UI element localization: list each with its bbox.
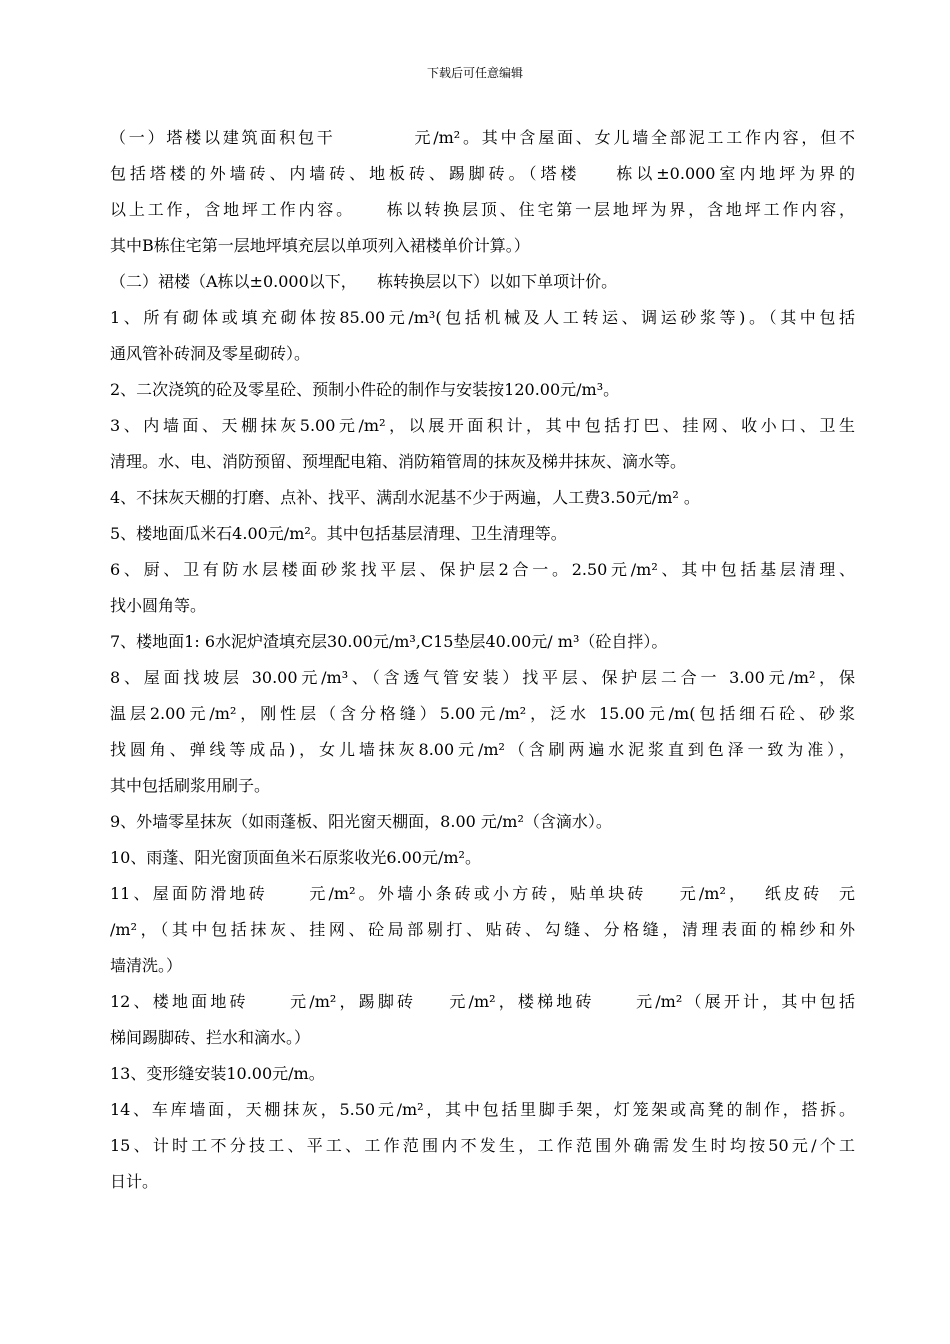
text-line: 梯间踢脚砖、拦水和滴水。） [110, 1028, 311, 1047]
document-body [110, 120, 855, 1200]
text-line: 其中包括刷浆用刷子。 [110, 776, 271, 795]
text-line: 墙清洗。） [110, 956, 183, 975]
text-line: （二）裙楼（A栋以±0.000以下， 栋转换层以下）以如下单项计价。 [110, 272, 618, 291]
text-line: 2、二次浇筑的砼及零星砼、预制小件砼的制作与安装按120.00元/m³。 [110, 380, 620, 399]
text-line: 日计。 [110, 1172, 159, 1191]
text-line: 3、内墙面、天棚抹灰5.00元/m²，以展开面积计，其中包括打巴、挂网、收小口、卫生 [110, 416, 855, 435]
text-line: 通风管补砖洞及零星砌砖）。 [110, 344, 311, 363]
text-line: 以上工作，含地坪工作内容。 栋以转换层顶、住宅第一层地坪为界，含地坪工作内容， [110, 200, 855, 219]
text-line: 12、楼地面地砖 元/m²，踢脚砖 元/m²，楼梯地砖 元/m²（展开计，其中包括 [110, 992, 855, 1011]
text-line: 温层2.00元/m²，刚性层（含分格缝）5.00元/m²，泛水 15.00元/m(包括细石砼、砂浆 [110, 704, 855, 723]
text-line: 找圆角、弹线等成品)，女儿墙抹灰8.00元/m²（含刷两遍水泥浆直到色泽一致为准）， [110, 740, 855, 759]
text-line: 10、雨蓬、阳光窗顶面鱼米石原浆收光6.00元/m²。 [110, 848, 481, 867]
text-line: 7、楼地面1: 6水泥炉渣填充层30.00元/m³,C15垫层40.00元/ m³（砼自拌）。 [110, 632, 668, 651]
text-line: 15、计时工不分技工、平工、工作范围内不发生，工作范围外确需发生时均按50元/个工 [110, 1136, 855, 1155]
text-line: （一）塔楼以建筑面积包干 元/m²。其中含屋面、女儿墙全部泥工工作内容，但不 [110, 128, 855, 147]
text-line: 8、屋面找坡层 30.00元/m³、（含透气管安装）找平层、保护层二合一 3.00元/m²，保 [110, 668, 855, 687]
text-line: 13、变形缝安装10.00元/m。 [110, 1064, 325, 1083]
text-line: 其中B栋住宅第一层地坪填充层以单项列入裙楼单价计算。） [110, 236, 530, 255]
text-line: 1、所有砌体或填充砌体按85.00元/m³(包括机械及人工转运、调运砂浆等)。（其中包括 [110, 308, 855, 327]
text-line: 找小圆角等。 [110, 596, 207, 615]
page-header-note: 下载后可任意编辑 [426, 66, 523, 80]
text-line: 14、车库墙面，天棚抹灰，5.50元/m²，其中包括里脚手架，灯笼架或高凳的制作，搭拆。 [110, 1100, 855, 1119]
text-line: /m²，（其中包括抹灰、挂网、砼局部剔打、贴砖、勾缝、分格缝，清理表面的棉纱和外 [110, 920, 855, 939]
text-line: 5、楼地面瓜米石4.00元/m²。其中包括基层清理、卫生清理等。 [110, 524, 567, 543]
text-line: 11、屋面防滑地砖 元/m²。外墙小条砖或小方砖，贴单块砖 元/m²， 纸皮砖 元 [110, 884, 855, 903]
text-line: 包括塔楼的外墙砖、内墙砖、地板砖、踢脚砖。（塔楼 栋以±0.000室内地坪为界的 [110, 164, 855, 183]
text-line: 6、厨、卫有防水层楼面砂浆找平层、保护层2合一。2.50元/m²、其中包括基层清理、 [110, 560, 855, 579]
text-line: 9、外墙零星抹灰（如雨蓬板、阳光窗天棚面，8.00 元/m²（含滴水）。 [110, 812, 612, 831]
text-line: 清理。水、电、消防预留、预埋配电箱、消防箱管周的抹灰及梯井抹灰、滴水等。 [110, 452, 687, 471]
text-line: 4、不抹灰天棚的打磨、点补、找平、满刮水泥基不少于两遍，人工费3.50元/m² 。 [110, 488, 700, 507]
